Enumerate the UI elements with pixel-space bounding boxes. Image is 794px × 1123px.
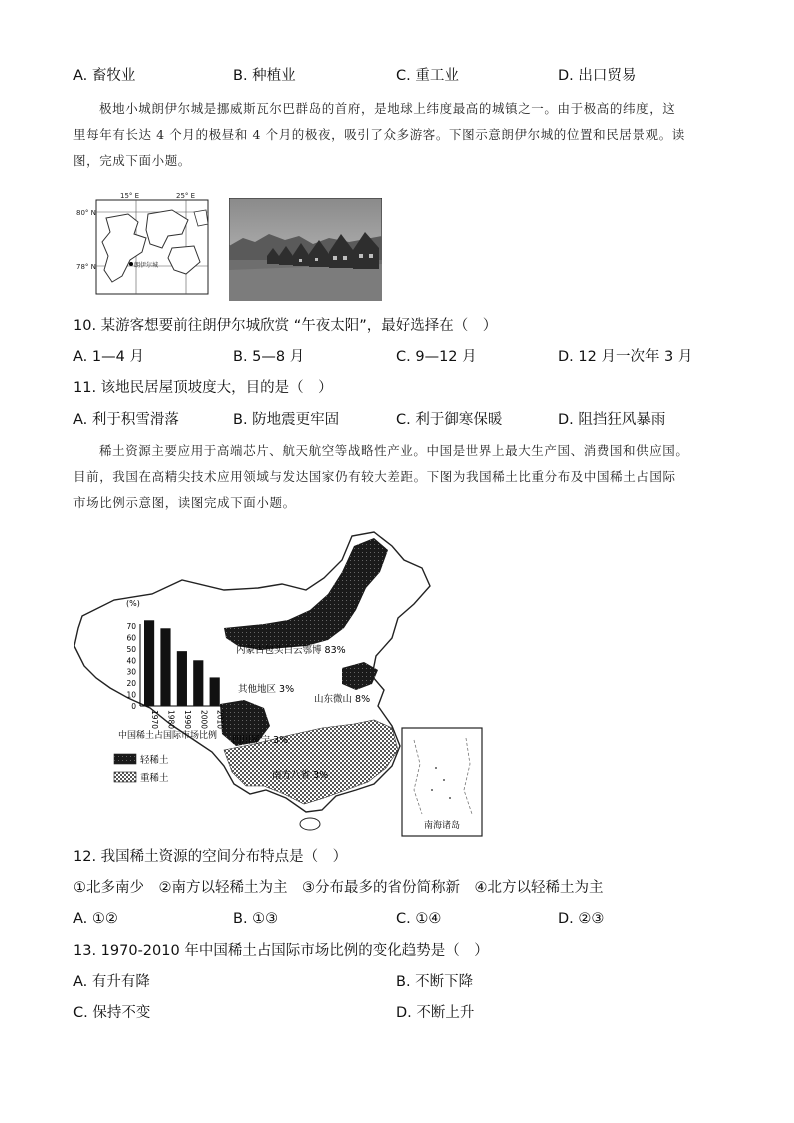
label-sichuan: 四川冕宁 3% <box>232 735 289 746</box>
q13-option-d: D. 不断上升 <box>396 1005 475 1021</box>
y-tick-label: 40 <box>126 656 136 666</box>
label-other-regions: 其他地区 3% <box>238 684 295 695</box>
y-tick-label: 70 <box>126 622 136 631</box>
q12-stem: 12. 我国稀土资源的空间分布特点是（ ） <box>73 849 348 865</box>
q11-option-c: C. 利于御寒保暖 <box>396 412 503 428</box>
svalbard-location-map <box>76 190 212 300</box>
bar-1990 <box>177 651 187 706</box>
passage-longyearbyen <box>73 96 723 174</box>
q9-option-d: D. 出口贸易 <box>558 68 637 84</box>
q10-option-b: B. 5—8 月 <box>233 349 305 365</box>
q11-stem: 11. 该地民居屋顶坡度大，目的是（ ） <box>73 380 333 396</box>
legend-label-light: 轻稀土 <box>140 755 169 766</box>
q9-option-b: B. 种植业 <box>233 68 296 84</box>
q12-option-c: C. ①④ <box>396 911 442 927</box>
passage-line: 图，完成下面小题。 <box>73 153 191 168</box>
x-tick-label: 1970 <box>150 710 160 730</box>
q12-option-d: D. ②③ <box>558 911 605 927</box>
passage-line: 里每年有长达 4 个月的极昼和 4 个月的极夜，吸引了众多游客。下图示意朗伊尔城的位置和民居景观。读 <box>73 127 685 142</box>
longyearbyen-marker <box>129 262 133 266</box>
lon-label-25: 25° E <box>176 192 196 200</box>
y-tick-label: 30 <box>126 667 136 677</box>
q10-option-d: D. 12 月一次年 3 月 <box>558 349 693 365</box>
x-tick-label: 2010 <box>215 710 225 730</box>
y-tick-label: 60 <box>126 633 136 643</box>
passage-line: 极地小城朗伊尔城是挪威斯瓦尔巴群岛的首府，是地球上纬度最高的城镇之一。由于极高的纬度，这 <box>99 101 676 116</box>
passage-line: 稀土资源主要应用于高端芯片、航天航空等战略性产业。中国是世界上最大生产国、消费国和供应国。 <box>99 443 689 458</box>
q11-option-d: D. 阻挡狂风暴雨 <box>558 412 666 428</box>
q13-option-a: A. 有升有降 <box>73 974 150 990</box>
longyearbyen-houses-photo <box>229 198 382 301</box>
label-shandong: 山东微山 8% <box>314 694 371 705</box>
q13-option-c: C. 保持不变 <box>73 1005 151 1021</box>
chart-title: 中国稀土占国际市场比例 <box>118 731 218 741</box>
y-tick-label: 50 <box>126 644 136 654</box>
q11-option-b: B. 防地震更牢固 <box>233 412 340 428</box>
label-southern-provinces: 南方八省 3% <box>272 770 329 781</box>
bar-1970 <box>144 620 154 706</box>
x-tick-label: 1990 <box>182 710 192 730</box>
q12-option-a: A. ①② <box>73 911 118 927</box>
q9-option-a: A. 畜牧业 <box>73 68 136 84</box>
chart-y-unit: (%) <box>126 599 140 608</box>
q12-statements: ①北多南少 ②南方以轻稀土为主 ③分布最多的省份简称新 ④北方以轻稀土为主 <box>73 880 604 896</box>
bar-2010 <box>210 677 220 706</box>
y-tick-label: 20 <box>126 679 136 689</box>
passage-rare-earth <box>73 438 723 516</box>
hainan-island <box>300 818 320 830</box>
passage-line: 市场比例示意图，读图完成下面小题。 <box>73 495 296 510</box>
label-inner-mongolia: 内蒙古包头白云鄂博 83% <box>236 645 346 656</box>
rare-earth-map-figure <box>74 528 486 840</box>
inset-label: 南海诸岛 <box>424 821 461 831</box>
q10-option-a: A. 1—4 月 <box>73 349 144 365</box>
bar-2000 <box>193 660 203 706</box>
legend-swatch-light <box>114 754 136 764</box>
lon-label-15: 15° E <box>120 192 140 200</box>
place-label: 朗伊尔城 <box>134 262 159 269</box>
q10-option-c: C. 9—12 月 <box>396 349 477 365</box>
x-tick-label: 1980 <box>166 710 176 730</box>
q13-stem: 13. 1970-2010 年中国稀土占国际市场比例的变化趋势是（ ） <box>73 943 489 959</box>
q9-option-c: C. 重工业 <box>396 68 459 84</box>
bar-1980 <box>160 628 170 706</box>
q10-stem: 10. 某游客想要前往朗伊尔城欣赏 “午夜太阳”，最好选择在（ ） <box>73 318 498 334</box>
y-tick-label: 10 <box>126 690 136 700</box>
q11-option-a: A. 利于积雪滑落 <box>73 412 179 428</box>
lat-label-78: 78° N <box>76 263 96 271</box>
lat-label-80: 80° N <box>76 209 96 217</box>
q12-option-b: B. ①③ <box>233 911 279 927</box>
south-china-sea-inset <box>402 728 482 836</box>
y-tick-label: 0 <box>131 702 136 711</box>
legend-swatch-heavy <box>114 772 136 782</box>
legend-label-heavy: 重稀土 <box>140 773 169 784</box>
passage-line: 目前，我国在高精尖技术应用领域与发达国家仍有较大差距。下图为我国稀土比重分布及中国稀土占国际 <box>73 469 676 484</box>
x-tick-label: 2000 <box>199 710 209 730</box>
q13-option-b: B. 不断下降 <box>396 974 474 990</box>
